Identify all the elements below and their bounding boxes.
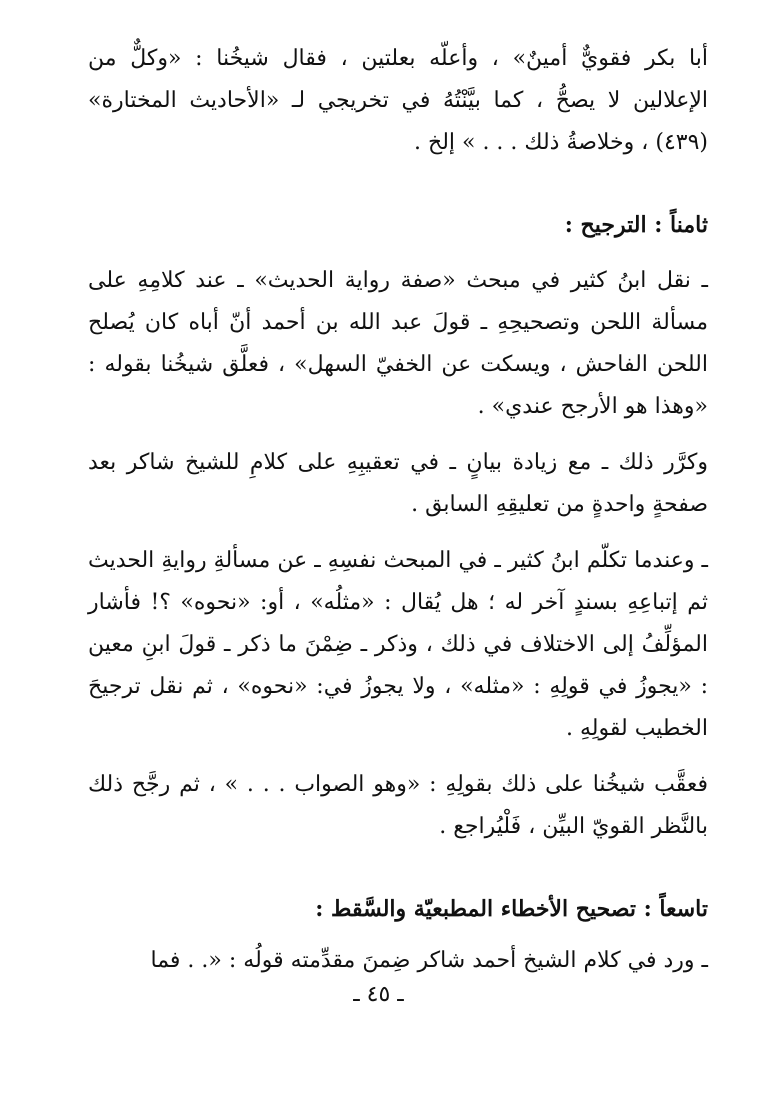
page-number: ـ ٤٥ ـ [353,982,404,1007]
paragraph: ـ نقل ابنُ كثير في مبحث «صفة رواية الحديث» ـ عند كلامِهِ على مسألة اللحن وتصحيحِهِ ـ قولَ عبد الله بن أحمد أنّ أباه كان يُصلح اللحن الفاحش ، ويسكت عن الخفيّ السهل» ، فعلَّق شيخُنا بقوله : «وهذا هو الأرجح عندي» . [88,268,708,419]
paragraph-continuation: أبا بكر فقويٌّ أمينٌ» ، وأعلّه بعلتين ، فقال شيخُنا : «وكلٌّ من الإعلالين لا يصحُّ ، كما بيَّنْتُهُ في تخريجي لـ «الأحاديث المختارة» (٤٣٩) ، وخلاصةُ ذلك . . . » إلخ . [88,46,708,155]
page-body [88,38,708,982]
section-heading-corrections: تاسعاً : تصحيح الأخطاء المطبعيّة والسَّقط : [315,896,708,922]
paragraph: فعقَّب شيخُنا على ذلك بقولِهِ : «وهو الصواب . . . » ، ثم رجَّح ذلك بالنَّظر القويّ البيِّن ، فَلْيُراجع . [88,772,708,839]
paragraph: ـ ورد في كلام الشيخ أحمد شاكر ضِمنَ مقدِّمته قولُه : «. . فما [150,948,708,973]
paragraph: ـ وعندما تكلّم ابنُ كثير ـ في المبحث نفسِهِ ـ عن مسألةِ روايةِ الحديث ثم إتباعِهِ بسندٍ آخر له ؛ هل يُقال : «مثلُه» ، أو: «نحوه» ؟! فأشار المؤلِّفُ إلى الاختلاف في ذلك ، وذكر ـ ضِمْنَ ما ذكر ـ قولَ ابنِ معين : «يجوزُ في قولِهِ : «مثله» ، ولا يجوزُ في: «نحوه» ، ثم نقل ترجيحَ الخطيب لقولِهِ . [88,548,708,741]
paragraph: وكرَّر ذلك ـ مع زيادة بيانٍ ـ في تعقيبِهِ على كلامِ للشيخ شاكر بعد صفحةٍ واحدةٍ من تعليقِهِ السابق . [88,450,708,517]
section-heading-tarjih: ثامناً : الترجيح : [564,212,708,238]
